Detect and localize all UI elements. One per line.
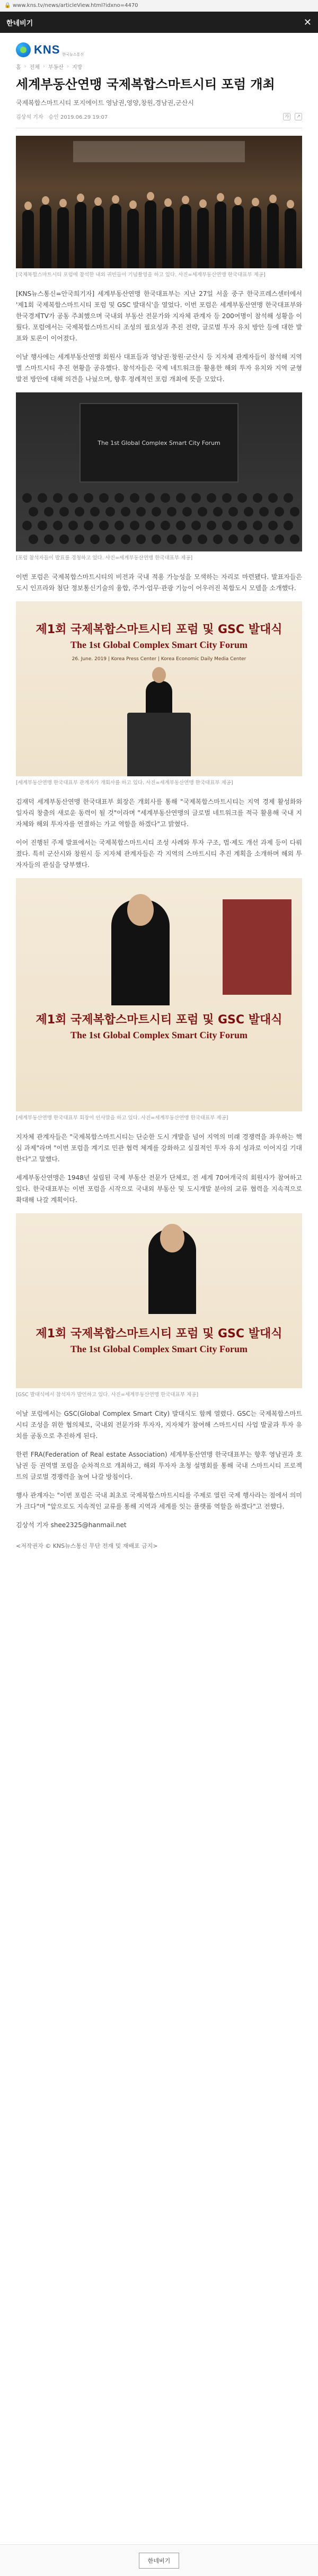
audience-head [167,535,176,544]
article-title: 세계부동산연맹 국제복합스마트시티 포럼 개최 [16,77,275,92]
person-silhouette [197,208,209,268]
screen-title: The 1st Global Complex Smart City Forum [98,439,220,446]
article-paragraph: 한편 FRA(Federation of Real estate Association) 세계부동산연맹 한국대표부는 향후 영남권과 호남권 등 권역별 포럼을 순차적으로 개최하고, 해외 투자자 초청 설명회를 통해 국내 스마트시티 프로젝트의 글로벌 경쟁력을 높여 나갈 방침이다. [16,1451,302,1480]
lock-icon: 🔒 [4,2,11,8]
person-silhouette [285,208,296,268]
audience-head [237,521,247,530]
audience-head [22,493,32,503]
audience-head [191,521,201,530]
audience-head [213,535,223,544]
photo-caption: [GSC 발대식에서 참석자가 발언하고 있다. 사진=세계부동산연맹 한국대표부 제공] [16,1392,199,1398]
article-paragraph: 이번 포럼은 국제복합스마트시티의 비전과 국내 적용 가능성을 모색하는 자리로 마련됐다. 발표자들은 도시 인프라와 첨단 정보통신기술의 융합, 주거·업무·관광 기능이 어우러진 복합도시 모델을 소개했다. [16,573,302,592]
audience-head [99,521,109,530]
audience-head [268,493,278,503]
audience-head [68,521,78,530]
person-silhouette [92,206,104,268]
speaker-figure [148,1229,196,1314]
audience-head [207,493,216,503]
audience-head [68,493,78,503]
audience-head [84,493,93,503]
audience-head [259,507,269,516]
audience-head [222,521,232,530]
audience-head [213,507,223,516]
forum-title-en: The 1st Global Complex Smart City Forum [70,639,248,650]
audience-head [59,507,69,516]
article-subtitle: 국제복합스마트시티 포지에이트 영남권,영양,창원,경남권,군산시 [16,99,194,107]
audience-head [22,521,32,530]
person-silhouette [162,207,174,268]
article-paragraph: 지자체 관계자들은 "국제복합스마트시티는 단순한 도시 개발을 넘어 지역의 미래 경쟁력을 좌우하는 핵심 과제"라며 "이번 포럼을 계기로 민관 협력 체계를 강화하고 실질적인 투자 유치 성과로 이어지길 기대한다"고 말했다. [16,1133,302,1163]
breadcrumb-separator: › [66,64,69,69]
audience-head [114,493,124,503]
photo-caption: [포럼 참석자들이 발표를 경청하고 있다. 사진=세계부동산연맹 한국대표부 제공] [16,555,193,561]
article-author: 김상석 기자 [16,115,43,120]
forum-date: 26. June. 2019 | Korea Press Center | Korea Economic Daily Media Center [72,656,246,662]
person-silhouette [57,207,69,268]
photo-caption: [국제복합스마트시티 포럼에 참석한 내외 귀빈들이 기념촬영을 하고 있다. 사진=세계부동산연맹 한국대표부 제공] [16,272,266,278]
audience-head [237,493,247,503]
person-silhouette [145,200,156,268]
audience-head [29,535,38,544]
audience-head [152,507,161,516]
photo-caption: [세계부동산연맹 한국대표부 회장이 인사말을 하고 있다. 사진=세계부동산연맹 한국대표부 제공] [16,1115,228,1121]
audience-head [99,493,109,503]
audience-head [228,507,238,516]
speaker-figure [111,899,170,1005]
person-silhouette [232,205,244,268]
person-silhouette [40,205,51,268]
speaker-photo [16,1213,302,1388]
top-bar [0,12,318,33]
person-silhouette [215,201,226,268]
audience-head [290,507,299,516]
article-meta [0,110,318,128]
audience-head [198,535,207,544]
person-silhouette [110,204,121,268]
audience-head [130,521,139,530]
audience-head [290,535,299,544]
audience-head [222,493,232,503]
audience-head [38,521,47,530]
audience-head [136,507,146,516]
audience-head [161,493,170,503]
audience-head [121,507,130,516]
logo-text: KNS [34,43,60,56]
forum-banner-photo [16,601,302,776]
article-paragraph: 이날 포럼에서는 GSC(Global Complex Smart City) 발대식도 함께 열렸다. GSC는 국제복합스마트시티 조성을 위한 협의체로, 국내외 전문가와 투자자, 지자체가 참여해 스마트시티 사업 발굴과 투자 유치를 공동으로 추진하게 된다. [16,1410,302,1440]
person-silhouette [180,204,191,268]
url-text[interactable]: www.kns.tv/news/articleView.html?idxno=4470 [13,3,138,8]
audience-head [284,521,293,530]
audience-photo [16,392,302,551]
forum-title-en: The 1st Global Complex Smart City Forum [70,1344,248,1354]
audience-head [145,521,155,530]
photo-caption: [세계부동산연맹 한국대표부 관계자가 개회사를 하고 있다. 사진=세계부동산연맹 한국대표부 제공] [16,780,233,786]
article-date: 승인 2019.06.29 19:07 [48,115,108,120]
audience-head [191,493,201,503]
reporter-contact: 김상석 기자 shee2325@hanmail.net [16,1521,127,1529]
forum-title-kr: 제1회 국제복합스마트시티 포럼 및 GSC 발대식 [36,623,282,636]
audience-head [275,535,284,544]
audience-head [84,521,93,530]
browser-url-bar[interactable] [0,0,318,12]
speaker-photo [16,878,302,1111]
audience-head [259,535,269,544]
audience-head [275,507,284,516]
backdrop-panel [223,899,292,995]
audience-head [244,535,253,544]
audience-head [176,493,186,503]
topbar-brand: 한네비기 [6,19,33,28]
audience-head [130,493,139,503]
person-silhouette [75,202,86,268]
audience-head [268,521,278,530]
audience-head [38,493,47,503]
logo-subtext: 한국뉴스통신 [62,52,84,57]
article-paragraph: 이어 진행된 주제 발표에서는 국제복합스마트시티 조성 사례와 투자 구조, 법·제도 개선 과제 등이 다뤄졌다. 특히 군산시와 창원시 등 지자체 관계자들은 각 지역의 스마트시티 추진 계획을 소개하며 해외 투자자들의 관심을 당부했다. [16,839,302,869]
audience-head [105,535,115,544]
audience-head [59,535,69,544]
audience-head [90,535,100,544]
font-size-icon[interactable]: 가 [283,113,290,120]
article-paragraph: 행사 관계자는 "이번 포럼은 국내 최초로 국제복합스마트시티를 주제로 열린 국제 행사라는 점에서 의미가 크다"며 "앞으로도 지속적인 교류를 통해 지역과 세계를 잇는 플랫폼 역할을 하겠다"고 전했다. [16,1492,302,1510]
audience-head [75,507,84,516]
people-row [16,178,302,268]
article-paragraph: [KNS뉴스통신=안국희기자] 세계부동산연맹 한국대표부는 지난 27일 서울 중구 한국프레스센터에서 '제1회 국제복합스마트시티 포럼 및 GSC 발대식'을 열었다. 이번 포럼은 세계부동산연맹 한국대표부와 한국경제TV가 공동 주최했으며 국내외 부동산 전문가와 지자체 관계자 등 200여명이 참석해 성황을 이뤘다. 포럼에서는 국제복합스마트시티 조성의 필요성과 추진 전략, 글로벌 투자 유치 방안 등에 대한 발표와 토론이 이어졌다. [16,290,302,342]
close-icon[interactable]: ✕ [303,16,312,28]
event-group-photo [16,136,302,268]
photo-banner [73,141,245,162]
share-icons [283,113,302,120]
audience-head [152,535,161,544]
person-silhouette [250,206,261,268]
person-silhouette [22,210,34,268]
person-silhouette [267,203,279,268]
audience-head [228,535,238,544]
article-paragraph: 세계부동산연맹은 1948년 설립된 국제 부동산 전문가 단체로, 전 세계 70여개국의 회원사가 참여하고 있다. 한국대표부는 이번 포럼을 시작으로 국내외 부동산 및 도시개발 분야의 교류 협력을 지속적으로 확대해 나갈 계획이다. [16,1174,302,1204]
breadcrumb-separator: › [43,64,45,69]
person-silhouette [127,209,139,268]
audience-head [244,507,253,516]
copyright-notice: <저작권자 © KNS뉴스통신 무단 전재 및 재배포 금지> [16,1543,158,1549]
share-icon[interactable]: ↗ [295,113,302,120]
logo-row [0,33,318,62]
audience-head [182,507,192,516]
audience-head [253,521,262,530]
audience-head [105,507,115,516]
audience-head [53,493,63,503]
breadcrumb-item[interactable]: 지방 [72,65,83,71]
breadcrumb-item[interactable]: 홈 [16,65,21,71]
audience-head [121,535,130,544]
article-paragraph: 이날 행사에는 세계부동산연맹 회원사 대표들과 영남권·창원·군산시 등 지자체 관계자들이 참석해 지역별 스마트시티 추진 현황을 공유했다. 참석자들은 국제 네트워크를 활용한 해외 투자 유치와 지역 균형발전 방안에 대해 의견을 나눴으며, 향후 정례적인 포럼 개최에 뜻을 모았다. [16,353,302,383]
breadcrumb-separator: › [24,64,26,69]
audience-head [53,521,63,530]
audience-head [161,521,170,530]
bottom-bar [0,2544,318,2576]
logo-mark-icon [16,42,31,57]
audience-head [44,535,54,544]
audience-head [44,507,54,516]
podium [127,713,191,776]
audience-head [182,535,192,544]
forum-title-kr: 제1회 국제복합스마트시티 포럼 및 GSC 발대식 [36,1013,282,1027]
breadcrumb-item[interactable]: 부동산 [48,65,64,71]
forum-title-en: The 1st Global Complex Smart City Forum [70,1030,248,1040]
breadcrumb [0,62,318,76]
audience-head [90,507,100,516]
audience-head [75,535,84,544]
article-paragraph: 김재덕 세계부동산연맹 한국대표부 회장은 개회사를 통해 "국제복합스마트시티는 지역 경제 활성화와 일자리 창출의 새로운 동력이 될 것"이라며 "세계부동산연맹의 글로벌 네트워크를 적극 활용해 국내 지자체와 해외 투자자를 연결하는 가교 역할을 하겠다"고 밝혔다. [16,798,302,828]
article-body [0,128,318,1568]
audience-head [176,521,186,530]
audience-head [114,521,124,530]
presentation-screen [80,403,238,483]
audience-head [207,521,216,530]
audience-head [253,493,262,503]
forum-title-kr: 제1회 국제복합스마트시티 포럼 및 GSC 발대식 [36,1327,282,1340]
audience-head [136,535,146,544]
audience-head [198,507,207,516]
site-logo[interactable] [16,42,84,57]
audience-head [284,493,293,503]
print-button[interactable]: 한네비기 [139,2553,180,2569]
audience-head [29,507,38,516]
audience-head [167,507,176,516]
audience-head [145,493,155,503]
breadcrumb-item[interactable]: 전체 [29,65,40,71]
